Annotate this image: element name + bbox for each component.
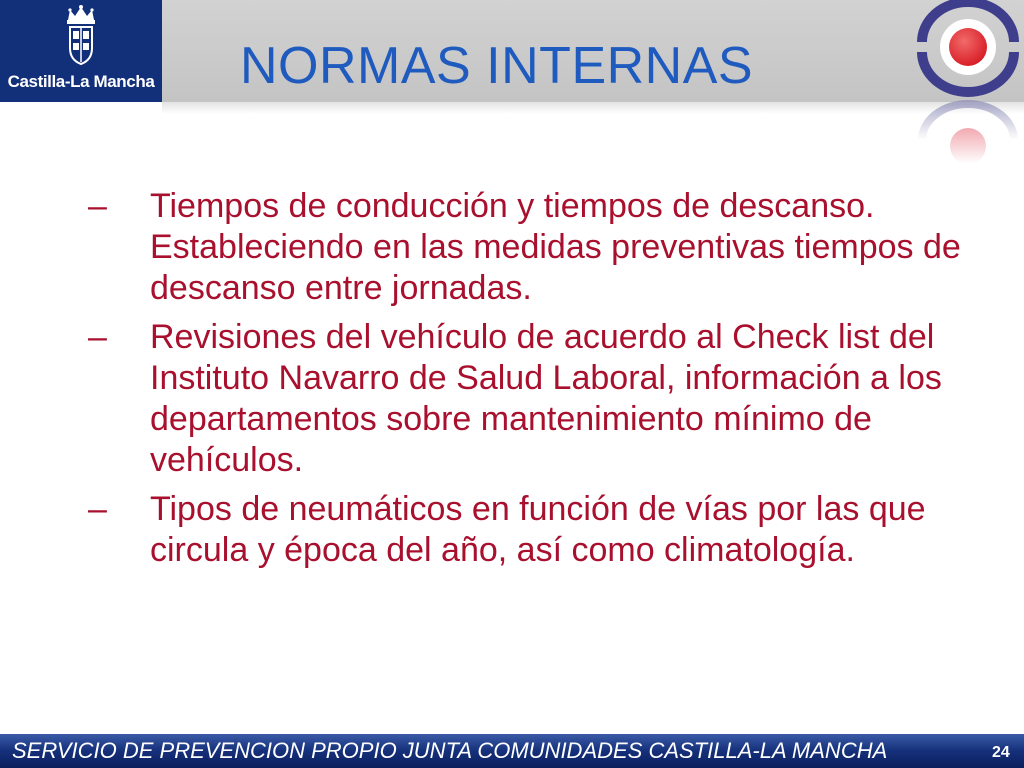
bullet-list <box>88 186 968 579</box>
bullet-text: Tiempos de conducción y tiempos de descanso. Estableciendo en las medidas preventivas tiempos de descanso entre jornadas. <box>150 187 961 307</box>
bullet-dash: – <box>88 490 107 528</box>
logo-text: Castilla-La Mancha <box>7 72 155 91</box>
bullet-dash: – <box>88 318 107 356</box>
list-item <box>88 489 968 571</box>
footer-bar <box>0 734 1024 768</box>
header-shadow <box>162 102 1024 114</box>
list-item <box>88 186 968 309</box>
bullet-text: Tipos de neumáticos en función de vías por las que circula y época del año, así como climatología. <box>150 490 926 569</box>
bullet-dash: – <box>88 187 107 225</box>
page-number: 24 <box>992 744 1010 761</box>
bullet-text: Revisiones del vehículo de acuerdo al Check list del Instituto Navarro de Salud Laboral, información a los departamentos sobre mantenimiento mínimo de vehículos. <box>150 318 942 479</box>
footer-text: SERVICIO DE PREVENCION PROPIO JUNTA COMUNIDADES CASTILLA-LA MANCHA <box>12 738 888 763</box>
crown-shield-emblem-icon <box>58 4 104 66</box>
logo <box>0 0 162 102</box>
concentric-circle-target-icon <box>912 0 1024 192</box>
slide-title: NORMAS INTERNAS <box>240 37 754 95</box>
list-item <box>88 317 968 481</box>
